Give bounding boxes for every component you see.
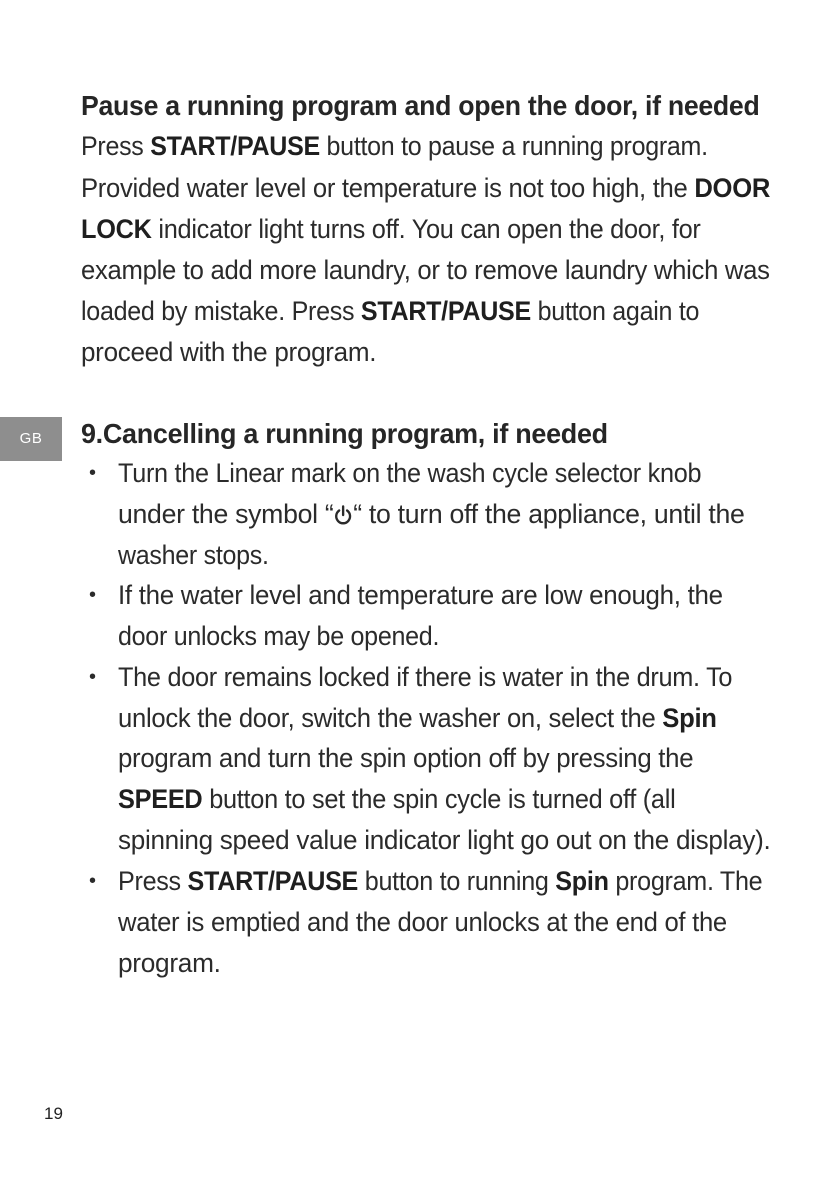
text: program. The — [608, 866, 763, 896]
bullet-line: washer stops. — [118, 540, 269, 570]
bullet-marker: • — [89, 584, 97, 606]
paragraph-line: proceed with the program. — [81, 337, 377, 367]
door-label: DOOR — [694, 173, 771, 203]
bullet-line: Turn the Linear mark on the wash cycle selector knob — [118, 458, 702, 488]
spin-label: Spin — [555, 866, 609, 896]
bullet-line: spinning speed value indicator light go out on the display). — [118, 825, 771, 855]
text: button again to — [530, 296, 700, 326]
paragraph-line: example to add more laundry, or to remove laundry which was — [81, 255, 770, 285]
bullet-line — [118, 779, 675, 820]
start-pause-label: START/PAUSE — [187, 866, 359, 896]
paragraph-line — [81, 291, 699, 332]
paragraph-line — [81, 168, 770, 209]
section-heading-cancelling: 9.Cancelling a running program, if needed — [81, 418, 608, 449]
bullet-line — [118, 861, 762, 902]
text: button to set the spin cycle is turned off (all — [202, 784, 676, 814]
page-number: 19 — [44, 1104, 63, 1123]
text: unlock the door, switch the washer on, select the — [118, 703, 663, 733]
paragraph-line — [81, 209, 701, 250]
lock-label: LOCK — [81, 214, 152, 244]
text: Press — [81, 131, 151, 161]
bullet-line: The door remains locked if there is water in the drum. To — [118, 662, 733, 692]
bullet-marker: • — [89, 666, 97, 688]
bullet-line — [118, 698, 717, 739]
start-pause-label: START/PAUSE — [360, 296, 531, 326]
language-tab: GB — [0, 417, 62, 461]
speed-label: SPEED — [118, 784, 203, 814]
start-pause-label: START/PAUSE — [150, 131, 320, 161]
bullet-marker: • — [89, 462, 97, 484]
text: loaded by mistake. Press — [81, 296, 361, 326]
text: Provided water level or temperature is not too high, the — [81, 173, 695, 203]
bullet-marker: • — [89, 870, 97, 892]
power-icon — [333, 497, 353, 519]
bullet-line: water is emptied and the door unlocks at the end of the — [118, 907, 727, 937]
bullet-line: door unlocks may be opened. — [118, 621, 440, 651]
text: “ to turn off the appliance, until the — [353, 499, 745, 529]
section-heading-pause: Pause a running program and open the door, if needed — [81, 90, 760, 121]
bullet-line: If the water level and temperature are low enough, the — [118, 580, 723, 610]
paragraph-line — [81, 126, 708, 167]
text: button to pause a running program. — [319, 131, 708, 161]
text: Press — [118, 866, 188, 896]
spin-label: Spin — [662, 703, 717, 733]
text: under the symbol “ — [118, 499, 334, 529]
bullet-line: program. — [118, 948, 221, 978]
bullet-line: program and turn the spin option off by pressing the — [118, 743, 694, 773]
text: button to running — [358, 866, 556, 896]
text: indicator light turns off. You can open the door, for — [151, 214, 701, 244]
bullet-line — [118, 494, 745, 535]
